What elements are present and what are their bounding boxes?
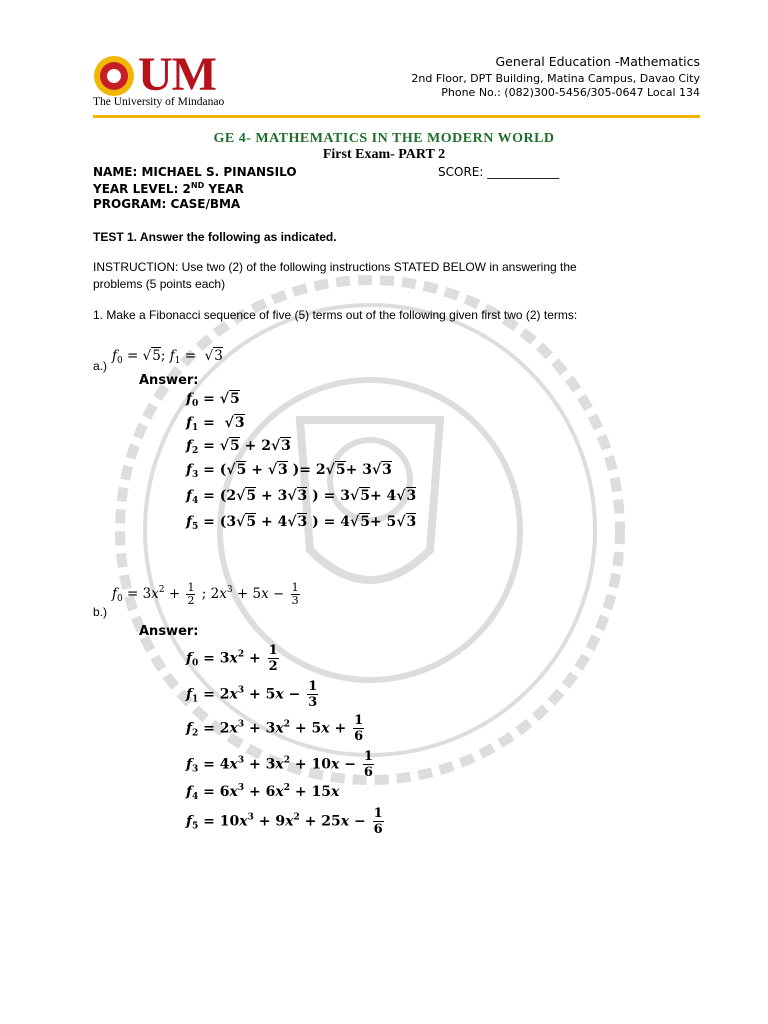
eq-b-f5: $f_5 = 10x^3 + 9x^2 + 25x$ − $\frac{1}{6}$ (186, 806, 383, 837)
course-title: GE 4- MATHEMATICS IN THE MODERN WORLD (213, 131, 555, 146)
program: PROGRAM: CASE/BMA (93, 197, 241, 211)
answer-a-label: Answer: (139, 373, 199, 388)
eq-b-f3: $f_3 = 4x^3 + 3x^2 + 10x$ − $\frac{1}{6}$ (186, 749, 373, 780)
exam-title: First Exam- PART 2 (322, 147, 446, 162)
score-field: SCORE: ____________ (438, 165, 560, 179)
student-name: NAME: MICHAEL S. PINANSILO (93, 165, 297, 179)
seal-icon (93, 55, 135, 97)
eq-a-f4: $f_4 = (2√5 + 3√3$ ) = 3√5+ 4√3 (186, 488, 417, 506)
part-b-label: b.) (93, 605, 108, 619)
year-level: YEAR LEVEL: 2ND YEAR (93, 181, 244, 196)
eq-b-f0: $f_0 = 3x^2$ + $\frac{1}{2}$ (186, 643, 278, 674)
eq-a-f3: $f_3 = (√5 + √3$ )= 2√5+ 3√3 (186, 462, 392, 480)
phone: Phone No.: (082)300-5456/305-0647 Local 134 (441, 86, 700, 99)
header-divider (93, 115, 700, 118)
given-b: $f_0 = 3x^2$ + $\frac{1}{2}$ ; $2x^3 + 5x$ − $\frac{1}{3}$ (112, 581, 299, 607)
eq-a-f1: $f_1 = √3$ (186, 415, 245, 433)
answer-b-label: Answer: (139, 624, 199, 639)
department-title: General Education -Mathematics (495, 54, 700, 69)
eq-a-f0: $f_0 = √5$ (186, 391, 240, 409)
logo-text: UM (138, 48, 216, 101)
eq-b-f2: $f_2 = 2x^3 + 3x^2 + 5x$ + $\frac{1}{6}$ (186, 713, 364, 744)
part-a-label: a.) (93, 359, 108, 373)
eq-b-f1: $f_1 = 2x^3 + 5x$ − $\frac{1}{3}$ (186, 679, 318, 710)
eq-a-f2: $f_2 = √5 + 2√3$ (186, 438, 291, 456)
address: 2nd Floor, DPT Building, Matina Campus, Davao City (411, 72, 700, 85)
eq-a-f5: $f_5 = (3√5 + 4√3$ ) = 4√5+ 5√3 (186, 514, 417, 532)
given-a: $f_0 = √5$; $f_1 = √3$ (112, 348, 223, 366)
university-name: The University of Mindanao (93, 96, 225, 108)
problem-1: 1. Make a Fibonacci sequence of five (5) terms out of the following given first two (2) terms: (93, 308, 578, 322)
instruction: INSTRUCTION: Use two (2) of the following instructions STATED BELOW in answering the problems (5 points each) (93, 260, 577, 291)
eq-b-f4: $f_4 = 6x^3 + 6x^2 + 15x$ (186, 783, 340, 802)
test-heading: TEST 1. Answer the following as indicated. (93, 230, 337, 244)
university-logo (93, 48, 253, 110)
